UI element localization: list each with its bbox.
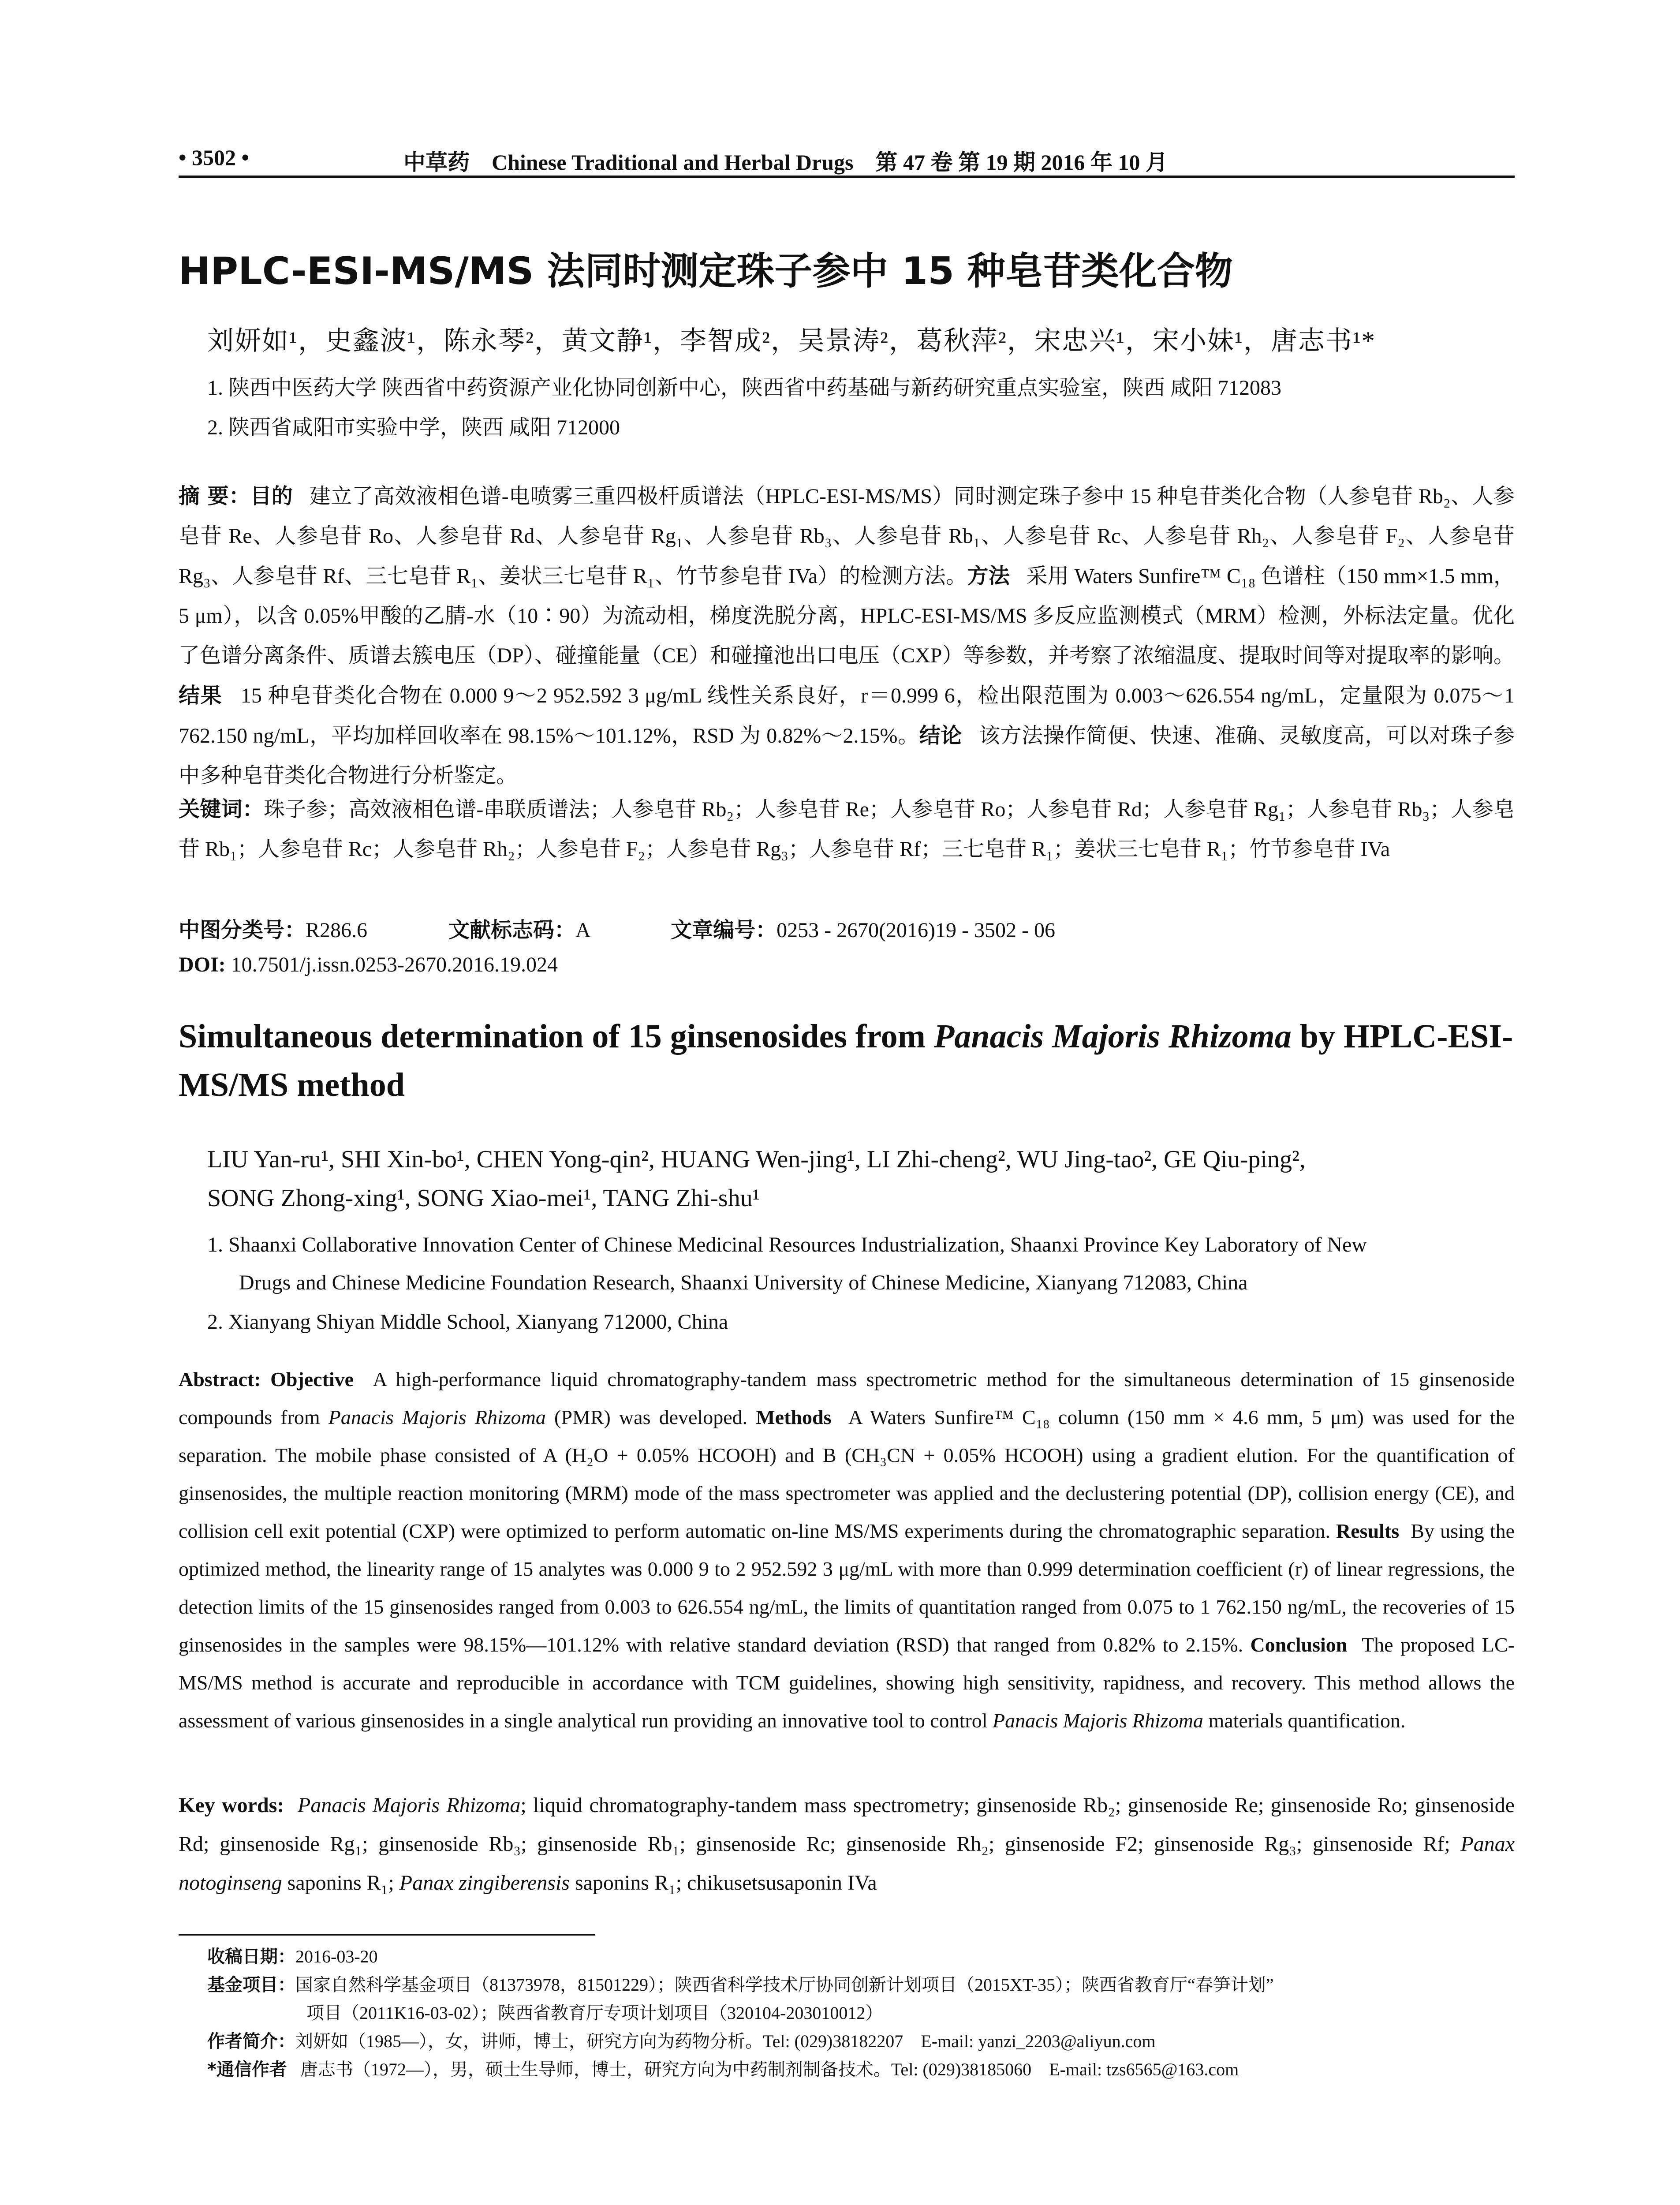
cn-affiliation-2: 2. 陕西省咸阳市实验中学，陕西 咸阳 712000 [207,416,620,439]
footnote-author [207,2027,1515,2056]
fund-line2: 项目（2011K16-03-02）；陕西省教育厅专项计划项目（320104-203010012） [306,2003,883,2023]
corr-value: 唐志书（1972—），男，硕士生导师，博士，研究方向为中药制剂制备技术。Tel: (029)38185060 E-mail: tzs6565@163.com [300,2059,1239,2079]
cn-conclusion-label: 结论 [919,723,963,748]
en-methods-label: Methods [756,1406,832,1428]
en-authors [207,1140,1517,1218]
fund-label: 基金项目： [207,1975,295,1995]
en-keywords-italic-3: Panax zingiberensis [399,1871,570,1895]
corr-label: *通信作者 [207,2059,287,2080]
page-number: • 3502 • [179,145,250,170]
footnotes [207,1943,1515,2084]
en-title-part1: Simultaneous determination of 15 ginsenosides from [179,1018,934,1055]
en-abstract-label: Abstract: [179,1368,261,1390]
en-title-part2: by HPLC-ESI-MS/MS method [179,1018,1513,1103]
en-affiliation-1b: Drugs and Chinese Medicine Foundation Research, Shaanxi University of Chinese Medicine, Xianyang 712083, China [239,1271,1248,1294]
en-keywords-italic-2: Panax notoginseng [179,1832,1515,1895]
en-keywords-text-2: saponins R₁; [282,1871,399,1895]
en-keywords-label: Key words: [179,1794,284,1817]
doi-line [179,953,558,977]
author-label: 作者简介： [207,2031,295,2052]
en-conclusion-label: Conclusion [1250,1633,1348,1656]
author-value: 刘妍如（1985—），女，讲师，博士，研究方向为药物分析。Tel: (029)38182207 E-mail: yanzi_2203@aliyun.com [295,2031,1156,2051]
cn-conclusion-text: 该方法操作简便、快速、准确、灵敏度高，可以对珠子参中多种皂苷类化合物进行分析鉴定。 [179,724,1515,787]
doc-code-label: 文献标志码： [448,918,576,942]
header-rule [179,176,1515,178]
cn-affiliation-1: 1. 陕西中医药大学 陕西省中药资源产业化协同创新中心，陕西省中药基础与新药研究重点实验室，陕西 咸阳 712083 [207,376,1282,400]
en-conclusion-italic: Panacis Majoris Rhizoma [993,1709,1203,1732]
cn-methods-label: 方法 [967,564,1010,588]
doi-value: 10.7501/j.issn.0253-2670.2016.19.024 [231,953,558,976]
en-results-label: Results [1336,1520,1400,1542]
en-authors-line1: LIU Yan-ru¹, SHI Xin-bo¹, CHEN Yong-qin², HUANG Wen-jing¹, LI Zhi-cheng², WU Jing-tao², GE Qiu-ping², [207,1146,1306,1173]
received-label: 收稿日期： [207,1947,295,1967]
en-authors-line2: SONG Zhong-xing¹, SONG Xiao-mei¹, TANG Zhi-shu¹ [207,1185,760,1212]
footnote-received [207,1943,1515,1971]
cn-objective-label: 目的 [250,484,293,508]
cn-title: HPLC-ESI-MS/MS 法同时测定珠子参中 15 种皂苷类化合物 [179,249,1233,293]
cn-results-label: 结果 [179,683,223,708]
en-affiliation-1 [207,1226,1517,1302]
en-conclusion-text-2: materials quantification. [1203,1709,1406,1732]
fund-line1: 国家自然科学基金项目（81373978，81501229）；陕西省科学技术厅协同创新计划项目（2015XT-35）；陕西省教育厅“春笋计划” [295,1975,1274,1995]
journal-issue: 第 47 卷 第 19 期 2016 年 10 月 [875,150,1168,175]
en-keywords-text-1: ; liquid chromatography-tandem mass spectrometry; ginsenoside Rb₂; ginsenoside Re; ginsenoside Ro; ginsenoside Rd; ginsenoside Rg₁; ginsenoside Rb₃; ginsenoside Rb₁; ginsenoside Rc; ginsenoside Rh₂; ginsenoside F2; ginsenoside Rg₃; ginsenoside Rf; [179,1794,1515,1856]
cn-authors: 刘妍如¹，史鑫波¹，陈永琴²，黄文静¹，李智成²，吴景涛²，葛秋萍²，宋忠兴¹，宋小妹¹，唐志书¹* [207,326,1376,355]
footnote-corresponding [207,2056,1515,2084]
cn-classification [179,913,1055,943]
en-title-italic: Panacis Majoris Rhizoma [933,1018,1292,1055]
cn-abstract [179,476,1515,796]
journal-info [403,145,1168,176]
footnote-rule [179,1934,595,1936]
clc-value: R286.6 [306,919,368,942]
cn-methods-text: 采用 Waters Sunfire™ C₁₈ 色谱柱（150 mm×1.5 mm，5 μm），以含 0.05%甲酸的乙腈-水（10∶90）为流动相，梯度洗脱分离，HPLC-ESI-MS/MS 多反应监测模式（MRM）检测，外标法定量。优化了色谱分离条件、质谱去簇电压（DP）、碰撞能量（CE）和碰撞池出口电压（CXP）等参数，并考察了浓缩温度、提取时间等对提取率的影响。 [179,564,1515,667]
doc-code-value: A [575,919,590,942]
cn-results-text: 15 种皂苷类化合物在 0.000 9～2 952.592 3 μg/mL 线性关系良好，r＝0.999 6，检出限范围为 0.003～626.554 ng/mL，定量限为 0.075～1 762.150 ng/mL，平均加样回收率在 98.15%～101.12%，RSD 为 0.82%～2.15%。 [179,684,1515,747]
en-methods-text: A Waters Sunfire™ C₁₈ column (150 mm × 4.6 mm, 5 μm) was used for the separation. The mobile phase consisted of A (H₂O + 0.05% HCOOH) and B (CH₃CN + 0.05% HCOOH) using a gradient elution. For the quantification of ginsenosides, the multiple reaction monitoring (MRM) mode of the mass spectrometer was applied and the declustering potential (DP), collision energy (CE), and collision cell exit potential (CXP) were optimized to perform automatic on-line MS/MS experiments during the chromatographic separation. [179,1406,1515,1542]
article-no-value: 0253 - 2670(2016)19 - 3502 - 06 [777,919,1055,942]
cn-keywords [179,789,1515,869]
en-affiliation-1a: 1. Shaanxi Collaborative Innovation Center of Chinese Medicinal Resources Industrialization, Shaanxi Province Key Laboratory of New [207,1233,1367,1256]
en-title [179,1012,1515,1109]
en-objective-text-1: A high-performance liquid chromatography-tandem mass spectrometric method for the simultaneous determination of 15 ginsenoside compounds from [179,1368,1515,1428]
clc-label: 中图分类号： [179,918,306,942]
article-no-label: 文章编号： [671,918,777,942]
cn-keywords-text: 珠子参；高效液相色谱-串联质谱法；人参皂苷 Rb₂；人参皂苷 Re；人参皂苷 Ro；人参皂苷 Rd；人参皂苷 Rg₁；人参皂苷 Rb₃；人参皂苷 Rb₁；人参皂苷 Rc；人参皂苷 Rh₂；人参皂苷 F₂；人参皂苷 Rg₃；人参皂苷 Rf；三七皂苷 R₁；姜状三七皂苷 R₁；竹节参皂苷 IVa [179,798,1515,861]
running-header [179,140,1515,180]
en-results-text: By using the optimized method, the linearity range of 15 analytes was 0.000 9 to 2 952.592 3 μg/mL with more than 0.999 determination coefficient (r) of linear regressions, the detection limits of the 15 ginsenosides ranged from 0.003 to 626.554 ng/mL, the limits of quantitation ranged from 0.075 to 1 762.150 ng/mL, the recoveries of 15 ginsenosides in the samples were 98.15%—101.12% with relative standard deviation (RSD) that ranged from 0.82% to 2.15%. [179,1520,1515,1656]
cn-abstract-label: 摘 要： [179,484,250,508]
en-abstract [179,1360,1515,1740]
en-objective-text-2: (PMR) was developed. [545,1406,748,1428]
journal-en-name: Chinese Traditional and Herbal Drugs [492,150,854,175]
en-keywords [179,1786,1515,1902]
footnote-fund [207,1971,1515,1999]
doi-label: DOI: [179,953,226,976]
cn-keywords-label: 关键词： [179,797,264,822]
en-objective-label: Objective [270,1368,354,1390]
en-keywords-text-3: saponins R₁; chikusetsusaponin IVa [569,1871,877,1895]
cn-objective-text: 建立了高效液相色谱-电喷雾三重四极杆质谱法（HPLC-ESI-MS/MS）同时测定珠子参中 15 种皂苷类化合物（人参皂苷 Rb₂、人参皂苷 Re、人参皂苷 Ro、人参皂苷 Rd、人参皂苷 Rg₁、人参皂苷 Rb₃、人参皂苷 Rb₁、人参皂苷 Rc、人参皂苷 Rh₂、人参皂苷 F₂、人参皂苷 Rg₃、人参皂苷 Rf、三七皂苷 R₁、姜状三七皂苷 R₁、竹节参皂苷 IVa）的检测方法。 [179,485,1515,588]
en-conclusion-text-1: The proposed LC-MS/MS method is accurate and reproducible in accordance with TCM guidelines, showing high sensitivity, rapidness, and recovery. This method allows the assessment of various ginsenosides in a single analytical run providing an innovative tool to control [179,1633,1515,1732]
en-keywords-italic-1: Panacis Majoris Rhizoma [298,1794,521,1817]
received-value: 2016-03-20 [295,1947,378,1966]
en-objective-italic: Panacis Majoris Rhizoma [328,1406,546,1428]
en-affiliation-2: 2. Xianyang Shiyan Middle School, Xianyang 712000, China [207,1310,728,1334]
journal-cn-name: 中草药 [403,149,470,175]
